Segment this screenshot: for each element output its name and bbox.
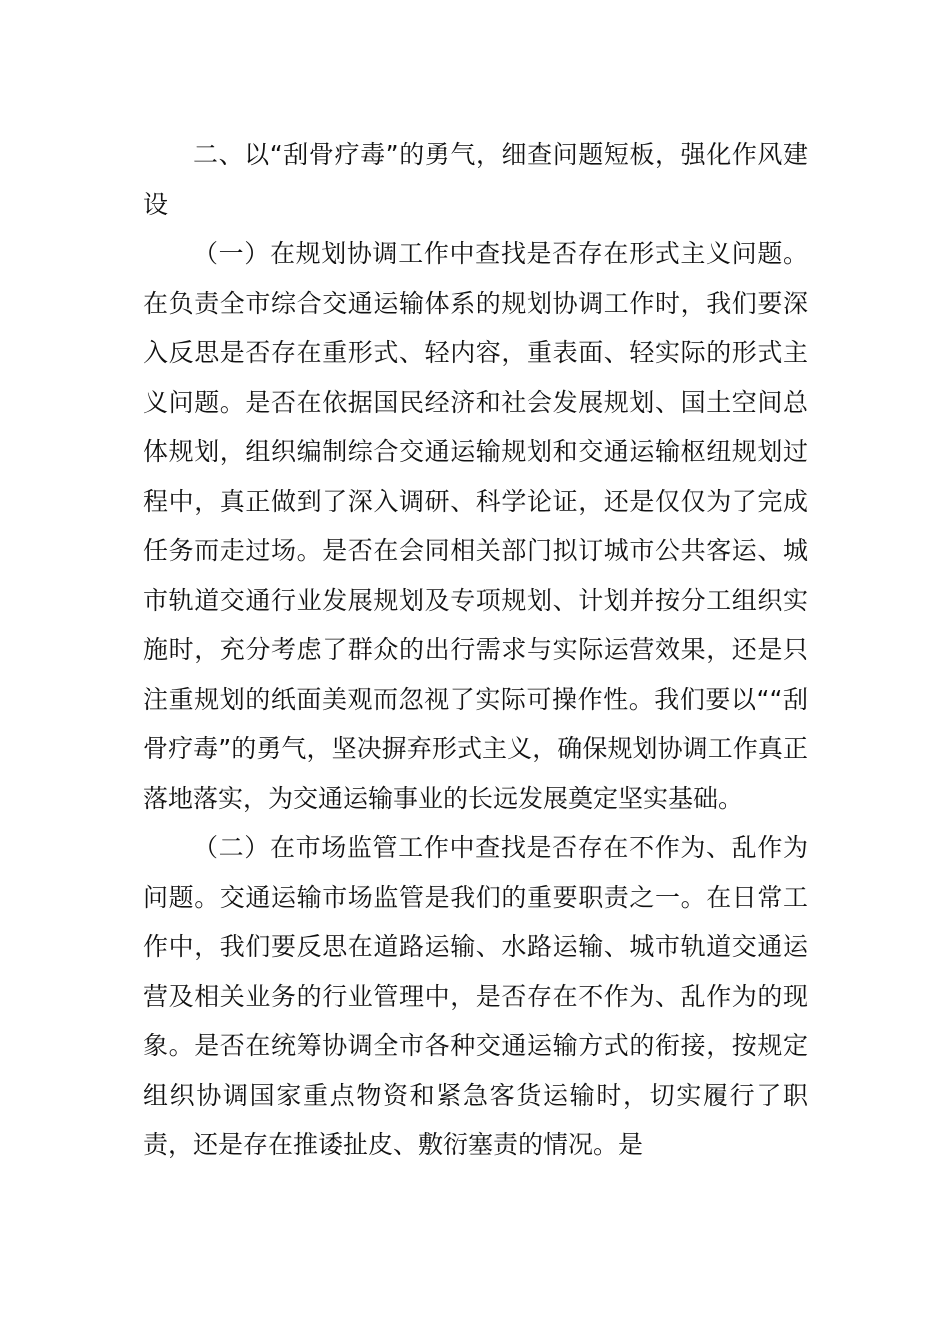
document-body [143, 130, 808, 1170]
paragraph-planning: （一）在规划协调工作中查找是否存在形式主义问题。在负责全市综合交通运输体系的规划协调工作时，我们要深入反思是否存在重形式、轻内容，重表面、轻实际的形式主义问题。是否在依据国民经济和社会发展规划、国土空间总体规划，组织编制综合交通运输规划和交通运输枢纽规划过程中，真正做到了深入调研、科学论证，还是仅仅为了完成任务而走过场。是否在会同相关部门拟订城市公共客运、城市轨道交通行业发展规划及专项规划、计划并按分工组织实施时，充分考虑了群众的出行需求与实际运营效果，还是只注重规划的纸面美观而忽视了实际可操作性。我们要以““刮骨疗毒”的勇气，坚决摒弃形式主义，确保规划协调工作真正落地落实，为交通运输事业的长远发展奠定坚实基础。 [143, 239, 808, 813]
section-heading: 二、以“刮骨疗毒”的勇气，细查问题短板，强化作风建设 [143, 140, 808, 219]
paragraph-market-supervision: （二）在市场监管工作中查找是否存在不作为、乱作为问题。交通运输市场监管是我们的重要职责之一。在日常工作中，我们要反思在道路运输、水路运输、城市轨道交通运营及相关业务的行业管理中，是否存在不作为、乱作为的现象。是否在统筹协调全市各种交通运输方式的衔接，按规定组织协调国家重点物资和紧急客货运输时，切实履行了职责，还是存在推诿扯皮、敷衍塞责的情况。是 [143, 833, 808, 1159]
